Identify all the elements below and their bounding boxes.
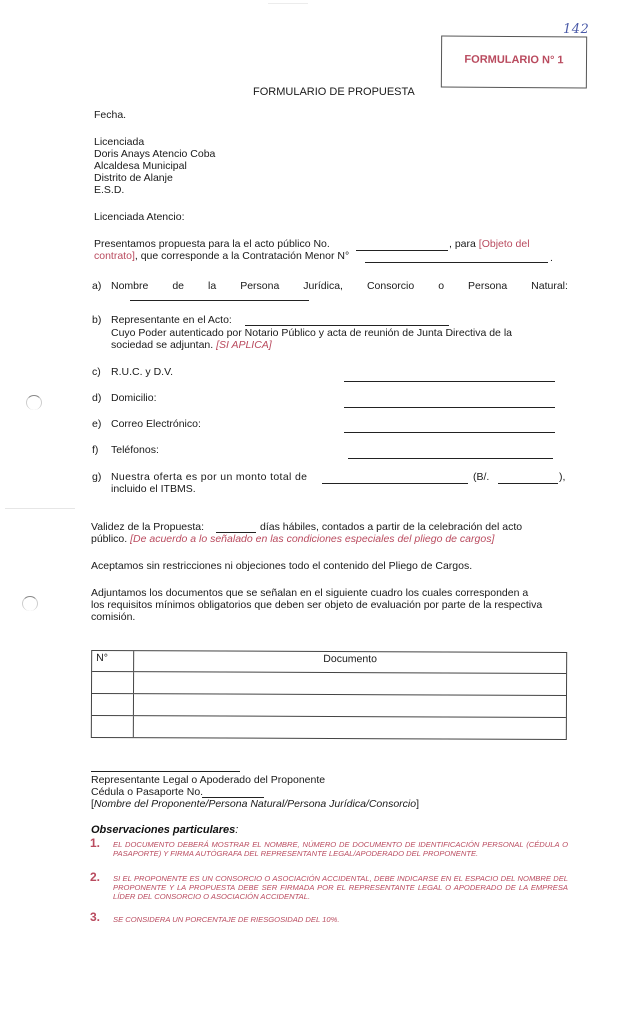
item-a-word: Persona	[240, 280, 280, 292]
punch-hole-top	[26, 395, 42, 410]
item-b-letter: b)	[92, 314, 102, 326]
intro-line-1	[94, 238, 330, 250]
observations-title	[91, 824, 238, 836]
row-number-cell[interactable]	[92, 694, 134, 715]
addressee-position: Alcaldesa Municipal	[94, 160, 187, 172]
currency-label: (B/.	[473, 471, 490, 483]
form-number-label: FORMULARIO N° 1	[464, 53, 564, 67]
table-row	[92, 693, 566, 717]
email-field[interactable]	[344, 432, 555, 433]
domicilio-field[interactable]	[344, 407, 555, 408]
item-a-label	[111, 280, 568, 292]
documents-table	[91, 650, 567, 740]
scan-artifact	[5, 508, 75, 509]
item-b-text: sociedad se adjuntan.	[111, 339, 214, 351]
item-b-label: Representante en el Acto:	[111, 314, 232, 326]
proponent-type-text: Nombre del Proponente/Persona Natural/Persona Jurídica/Consorcio	[93, 798, 417, 810]
item-a-word: Nombre	[111, 280, 149, 292]
observation-number: 1.	[90, 836, 101, 850]
row-document-cell[interactable]	[134, 672, 566, 695]
item-d-label: Domicilio:	[111, 392, 157, 404]
validez-publico: público.	[91, 533, 128, 545]
item-a-word: Consorcio	[366, 280, 415, 292]
validez-text: días hábiles, contados a partir de la celebración del acto	[260, 521, 523, 533]
item-g-letter: g)	[92, 471, 102, 483]
observation-text: SI EL PROPONENTE ES UN CONSORCIO O ASOCIACIÓN ACCIDENTAL, DEBE INDICARSE EN EL ESPACIO DEL NOMBRE DEL PROPONENTE Y LA PROPUESTA DEBE SER FIRMADA POR EL REPRESENTANTE LEGAL O APODERADO DE LA EMPRESA LÍDER DEL CONSORCIO O ASOCIACIÓN ACCIDENTAL.	[113, 874, 568, 901]
item-a-word: Persona	[468, 280, 508, 292]
addressee-esd: E.S.D.	[94, 184, 125, 196]
addressee-block	[94, 136, 215, 196]
table-header-row	[92, 651, 566, 673]
ruc-dv-field[interactable]	[344, 381, 555, 382]
item-f-label: Teléfonos:	[111, 444, 159, 456]
item-a-letter: a)	[92, 280, 102, 292]
observation-text: SE CONSIDERA UN PORCENTAJE DE RIESGOSIDAD DEL 10%.	[113, 915, 340, 924]
scan-artifact	[268, 3, 308, 4]
item-e-label: Correo Electrónico:	[111, 418, 201, 430]
table-row	[92, 671, 566, 695]
header-document: Documento	[323, 652, 378, 666]
intro-para-segment	[449, 238, 530, 250]
objeto-placeholder-2: contrato]	[94, 250, 135, 262]
itbms-note: incluido el ITBMS.	[111, 483, 196, 495]
form-number-badge	[441, 35, 587, 88]
observation-number: 2.	[90, 870, 101, 884]
table-row	[92, 715, 566, 739]
observations-title-text: Observaciones particulares	[91, 824, 236, 836]
entity-name-field[interactable]	[130, 300, 309, 301]
item-a-word: la	[208, 280, 217, 292]
item-c-letter: c)	[92, 366, 101, 378]
phones-field[interactable]	[348, 458, 553, 459]
item-b-line3	[111, 339, 272, 351]
observation-text: EL DOCUMENTO DEBERÁ MOSTRAR EL NOMBRE, NÚMERO DE DOCUMENTO DE IDENTIFICACIÓN PERSONAL (CÉDULA O PASAPORTE) Y FIRMA AUTÓGRAFA DEL REPRESENTANTE LEGAL/APODERADO DEL PROPONENTE.	[113, 840, 568, 858]
total-amount-number-field[interactable]	[498, 483, 558, 484]
bracket-open: [	[91, 798, 94, 810]
item-c-label: R.U.C. y D.V.	[111, 366, 174, 378]
row-number-cell[interactable]	[92, 672, 134, 693]
addressee-name: Doris Anays Atencio Coba	[94, 148, 216, 160]
signature-line[interactable]	[91, 771, 240, 772]
observations-colon: :	[235, 824, 239, 836]
validez-label: Validez de la Propuesta:	[91, 521, 205, 533]
row-document-cell[interactable]	[134, 694, 566, 717]
item-d-letter: d)	[92, 392, 102, 404]
attachments-line: los requisitos mínimos obligatorios que deben ser objeto de evaluación por parte de la respectiva	[91, 599, 543, 611]
acto-publico-number-field[interactable]	[356, 250, 448, 251]
row-number-cell[interactable]	[92, 716, 134, 737]
item-a-word: o	[438, 280, 445, 292]
salutation: Licenciada Atencio:	[94, 211, 185, 223]
currency-close: ),	[559, 471, 566, 483]
item-a-word: Jurídica,	[303, 280, 343, 292]
addressee-district: Distrito de Alanje	[94, 172, 173, 184]
bracket-close: ]	[416, 798, 420, 810]
intro-end-period: .	[550, 252, 553, 264]
document-title: FORMULARIO DE PROPUESTA	[253, 86, 415, 98]
total-amount-words-field[interactable]	[322, 483, 468, 484]
row-document-cell[interactable]	[134, 716, 566, 739]
punch-hole-bottom	[22, 596, 38, 611]
intro-text-2: , para	[449, 238, 476, 250]
observation-number: 3.	[90, 910, 101, 924]
header-number: N°	[92, 651, 134, 671]
item-g-label: Nuestra oferta es por un monto total de	[111, 471, 308, 483]
item-a-word: de	[172, 280, 185, 292]
validez-line-2	[91, 533, 494, 545]
item-b-description: Cuyo Poder autenticado por Notario Público y acta de reunión de Junta Directiva de la	[111, 327, 512, 339]
objeto-placeholder-1: [Objeto del	[478, 238, 530, 250]
representative-field[interactable]	[245, 325, 449, 326]
validez-note: [De acuerdo a lo señalado en las condiciones especiales del pliego de cargos]	[130, 533, 495, 545]
item-e-letter: e)	[92, 418, 102, 430]
attachments-line: Adjuntamos los documentos que se señalan en el siguiente cuadro los cuales corresponden a	[91, 587, 529, 599]
handwritten-page-number: 142	[563, 22, 590, 37]
acceptance-statement: Aceptamos sin restricciones ni objeciones todo el contenido del Pliego de Cargos.	[91, 560, 473, 572]
item-f-letter: f)	[92, 444, 99, 456]
signature-role: Representante Legal o Apoderado del Proponente	[91, 774, 326, 786]
intro-text-3: , que corresponde a la Contratación Menor N°	[134, 250, 350, 262]
item-a-word: Natural:	[531, 280, 568, 292]
fecha-label: Fecha.	[94, 109, 127, 121]
id-label: Cédula o Pasaporte No.	[91, 786, 204, 798]
addressee-title: Licenciada	[94, 136, 145, 148]
intro-line-2	[94, 250, 349, 262]
si-aplica-note: [SI APLICA]	[216, 339, 272, 351]
attachments-paragraph	[91, 587, 566, 623]
attachments-line: comisión.	[91, 611, 136, 623]
proponent-name-placeholder	[91, 798, 419, 810]
contratacion-menor-number-field[interactable]	[365, 262, 548, 263]
intro-text-1: Presentamos propuesta para la el acto público No.	[94, 238, 330, 250]
